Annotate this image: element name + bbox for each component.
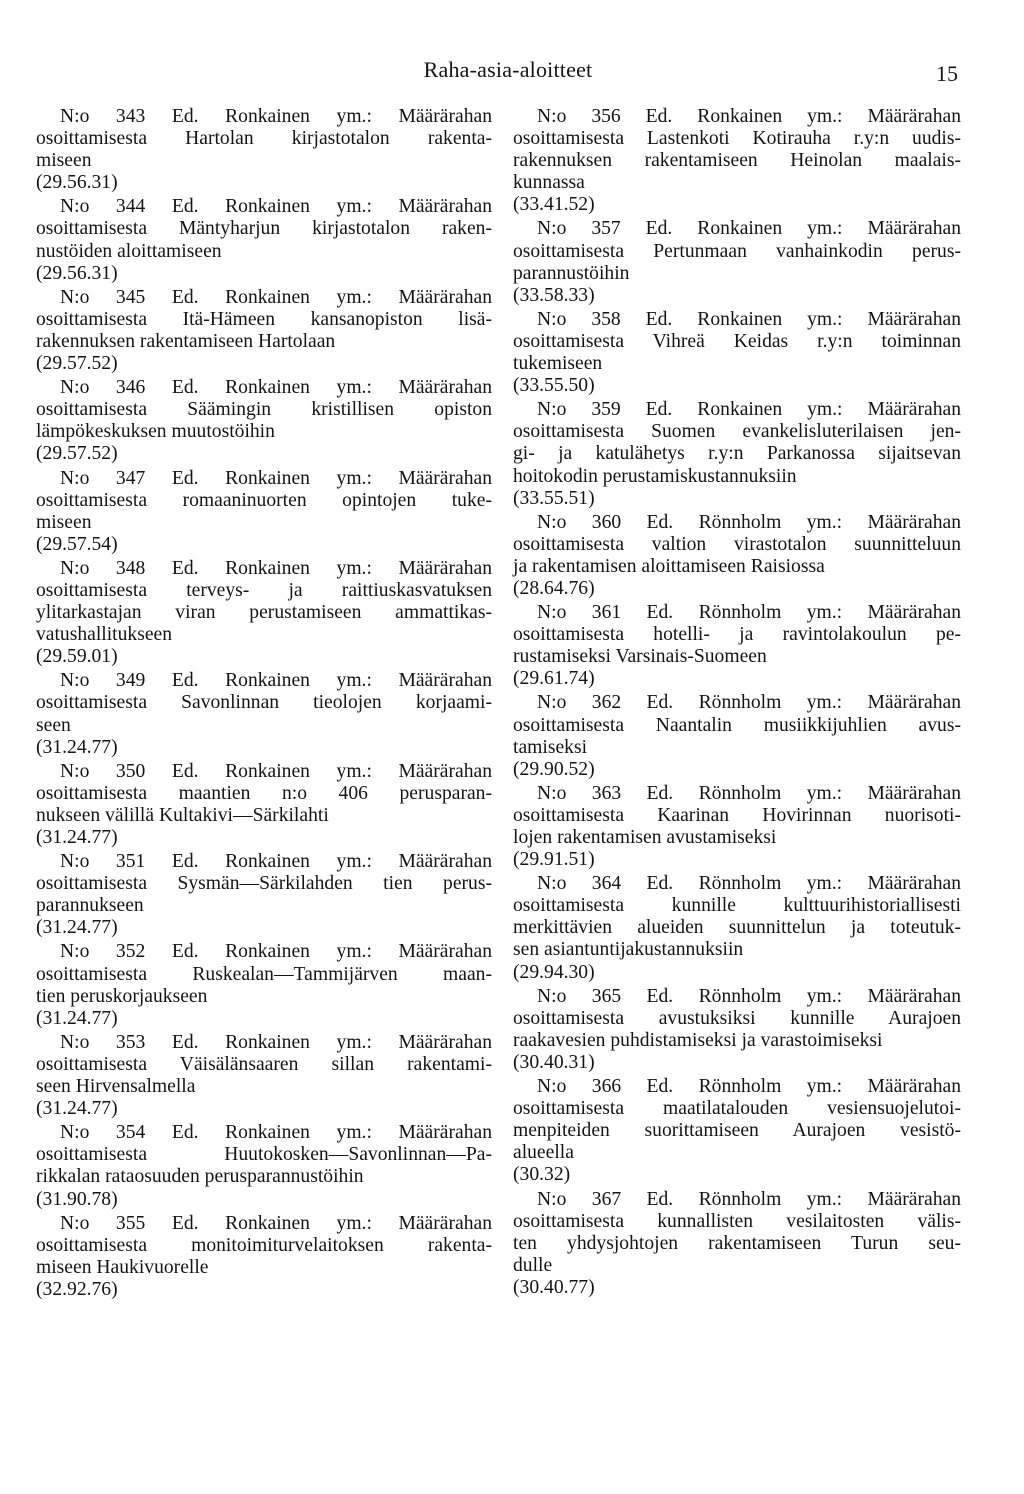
motion-text-line: seen Hirvensalmella (36, 1076, 196, 1098)
budget-code: (29.57.52) (36, 443, 118, 465)
motion-text-line: osoittamisesta Savonlinnan tieolojen korjaami- (36, 692, 492, 714)
motion-entry (513, 1189, 961, 1299)
budget-code: (30.40.77) (513, 1276, 595, 1298)
left-column (36, 106, 492, 1303)
budget-code: (28.64.76) (513, 577, 595, 599)
motion-text-line: lämpökeskuksen muutostöihin (36, 421, 275, 443)
motion-entry (513, 218, 961, 306)
motion-heading-line: N:o 345 Ed. Ronkainen ym.: Määrärahan (60, 286, 492, 308)
motion-text-line: merkittävien alueiden suunnittelun ja toteutuk- (513, 917, 961, 939)
motion-entry (36, 1122, 492, 1210)
motion-text-line: raakavesien puhdistamiseksi ja varastoimiseksi (513, 1029, 883, 1051)
motion-heading-line: N:o 354 Ed. Ronkainen ym.: Määrärahan (60, 1122, 492, 1144)
motion-heading-line: N:o 366 Ed. Rönnholm ym.: Määrärahan (537, 1076, 961, 1098)
budget-code: (31.24.77) (36, 1098, 118, 1120)
budget-code: (29.90.52) (513, 758, 595, 780)
motion-heading-line: N:o 344 Ed. Ronkainen ym.: Määrärahan (60, 196, 492, 218)
motion-heading-line: N:o 343 Ed. Ronkainen ym.: Määrärahan (60, 106, 492, 127)
motion-text-line: osoittamisesta monitoimiturvelaitoksen rakenta- (36, 1234, 492, 1256)
motion-heading-line: N:o 360 Ed. Rönnholm ym.: Määrärahan (537, 511, 961, 533)
budget-code: (33.55.50) (513, 375, 595, 397)
motion-heading-line: N:o 367 Ed. Rönnholm ym.: Määrärahan (537, 1188, 961, 1210)
motion-text (36, 761, 492, 827)
budget-code: (29.94.30) (513, 961, 595, 983)
motion-text-line: tamiseksi (513, 736, 588, 758)
motion-entry (513, 873, 961, 983)
budget-code: (32.92.76) (36, 1278, 118, 1300)
motion-text-line: osoittamisesta Kaarinan Hovirinnan nuorisoti- (513, 804, 961, 826)
right-column (513, 106, 961, 1301)
motion-text-line: osoittamisesta kunnille kulttuurihistoriallisesti (513, 895, 961, 917)
motion-text (36, 377, 492, 443)
budget-code: (29.91.51) (513, 849, 595, 871)
motion-heading-line: N:o 355 Ed. Ronkainen ym.: Määrärahan (60, 1212, 492, 1234)
budget-code: (29.57.54) (36, 533, 118, 555)
budget-code: (31.24.77) (36, 917, 118, 939)
motion-text-line: gi- ja katulähetys r.y:n Parkanossa sijaitsevan (513, 443, 961, 465)
motion-heading-line: N:o 361 Ed. Rönnholm ym.: Määrärahan (537, 602, 961, 624)
budget-code: (31.24.77) (36, 1007, 118, 1029)
motion-heading-line: N:o 351 Ed. Ronkainen ym.: Määrärahan (60, 851, 492, 873)
motion-text (36, 287, 492, 353)
budget-code: (29.56.31) (36, 172, 118, 194)
motion-text-line: osoittamisesta Mäntyharjun kirjastotalon raken- (36, 218, 492, 240)
motion-text-line: osoittamisesta terveys- ja raittiuskasvatuksen (36, 579, 492, 601)
motion-text (513, 106, 961, 194)
motion-text-line: sen asiantuntijakustannuksiin (513, 939, 744, 961)
motion-text-line: osoittamisesta Vihreä Keidas r.y:n toiminnan (513, 330, 961, 352)
motion-text-line: osoittamisesta valtion virastotalon suunnitteluun (513, 533, 961, 555)
motion-text-line: vatushallitukseen (36, 624, 173, 646)
motion-entry (513, 783, 961, 871)
motion-text-line: rakennuksen rakentamiseen Heinolan maalais- (513, 150, 961, 172)
motion-text-line: parannustöihin (513, 262, 630, 284)
motion-entry (513, 399, 961, 509)
motion-text-line: miseen (36, 511, 92, 533)
motion-heading-line: N:o 363 Ed. Rönnholm ym.: Määrärahan (537, 782, 961, 804)
motion-text-line: osoittamisesta Suomen evankelisluterilaisen jen- (513, 421, 961, 443)
budget-code: (31.24.77) (36, 736, 118, 758)
motion-heading-line: N:o 346 Ed. Ronkainen ym.: Määrärahan (60, 377, 492, 399)
motion-entry (36, 196, 492, 284)
motion-heading-line: N:o 353 Ed. Ronkainen ym.: Määrärahan (60, 1031, 492, 1053)
motion-text-line: osoittamisesta Itä-Hämeen kansanopiston lisä- (36, 308, 492, 330)
motion-text-line: osoittamisesta Sysmän—Särkilahden tien perus- (36, 873, 492, 895)
motion-text-line: alueella (513, 1142, 574, 1164)
motion-text-line: osoittamisesta kunnallisten vesilaitosten välis- (513, 1210, 961, 1232)
motion-entry (36, 468, 492, 556)
motion-text (36, 558, 492, 646)
motion-text-line: ylitarkastajan viran perustamiseen ammattikas- (36, 602, 492, 624)
motion-text-line: lojen rakentamisen avustamiseksi (513, 827, 777, 848)
motion-text-line: tien peruskorjaukseen (36, 985, 208, 1007)
motion-text-line: hoitokodin perustamiskustannuksiin (513, 465, 797, 487)
motion-text-line: menpiteiden suorittamiseen Aurajoen vesistö- (513, 1120, 961, 1142)
motion-entry (513, 512, 961, 600)
motion-entry (513, 602, 961, 690)
budget-code: (29.56.31) (36, 262, 118, 284)
motion-text-line: osoittamisesta Väisälänsaaren sillan rakentami- (36, 1053, 492, 1075)
motion-text-line: osoittamisesta Ruskealan—Tammijärven maan- (36, 963, 492, 985)
motion-heading-line: N:o 352 Ed. Ronkainen ym.: Määrärahan (60, 941, 492, 963)
motion-text-line: osoittamisesta Säämingin kristillisen opiston (36, 399, 492, 421)
motion-text (513, 399, 961, 487)
motion-text (36, 851, 492, 917)
motion-entry (36, 670, 492, 758)
budget-code: (33.41.52) (513, 194, 595, 216)
motion-text (513, 1189, 961, 1277)
motion-heading-line: N:o 356 Ed. Ronkainen ym.: Määrärahan (537, 106, 961, 127)
motion-entry (36, 106, 492, 194)
motion-text-line: seen (36, 714, 71, 736)
motion-entry (36, 941, 492, 1029)
motion-entry (36, 287, 492, 375)
motion-text (36, 196, 492, 262)
page-number: 15 (936, 61, 958, 86)
motion-entry (513, 986, 961, 1074)
motion-text-line: miseen Haukivuorelle (36, 1256, 209, 1278)
motion-entry (36, 558, 492, 668)
budget-code: (33.58.33) (513, 284, 595, 306)
motion-text (513, 512, 961, 578)
motion-entry (513, 309, 961, 397)
motion-text-line: osoittamisesta maatilatalouden vesiensuojelutoi- (513, 1098, 961, 1120)
motion-text (513, 783, 961, 849)
motion-text-line: osoittamisesta maantien n:o 406 perusparan- (36, 782, 492, 804)
motion-text-line: osoittamisesta romaaninuorten opintojen tuke- (36, 489, 492, 511)
motion-text-line: osoittamisesta Huutokosken—Savonlinnan—Pa- (36, 1144, 492, 1166)
budget-code: (30.32) (513, 1164, 571, 1186)
motion-text (513, 309, 961, 375)
motion-text-line: nukseen välillä Kultakivi—Särkilahti (36, 804, 329, 826)
budget-code: (31.24.77) (36, 827, 118, 848)
budget-code: (33.55.51) (513, 487, 595, 509)
motion-text-line: dulle (513, 1254, 553, 1276)
motion-text-line: ja rakentamisen aloittamiseen Raisiossa (513, 555, 825, 577)
motion-text (513, 873, 961, 961)
budget-code: (30.40.31) (513, 1051, 595, 1073)
budget-code: (31.90.78) (36, 1188, 118, 1210)
motion-text-line: kunnassa (513, 172, 585, 194)
motion-entry (513, 106, 961, 216)
motion-heading-line: N:o 364 Ed. Rönnholm ym.: Määrärahan (537, 873, 961, 895)
motion-text-line: rustamiseksi Varsinais-Suomeen (513, 646, 767, 668)
motion-text (513, 1076, 961, 1164)
motion-text-line: parannukseen (36, 895, 144, 917)
motion-text (513, 692, 961, 758)
budget-code: (29.61.74) (513, 668, 595, 690)
motion-text (36, 468, 492, 534)
motion-heading-line: N:o 358 Ed. Ronkainen ym.: Määrärahan (537, 308, 961, 330)
budget-code: (29.59.01) (36, 646, 118, 668)
motion-text-line: osoittamisesta hotelli- ja ravintolakoulun pe- (513, 624, 961, 646)
motion-text-line: osoittamisesta Lastenkoti Kotirauha r.y:n uudis- (513, 128, 961, 150)
budget-code: (29.57.52) (36, 353, 118, 375)
motion-heading-line: N:o 357 Ed. Ronkainen ym.: Määrärahan (537, 218, 961, 240)
motion-heading-line: N:o 359 Ed. Ronkainen ym.: Määrärahan (537, 399, 961, 421)
motion-text-line: rikkalan rataosuuden perusparannustöihin (36, 1166, 364, 1188)
motion-text (36, 106, 492, 172)
motion-entry (36, 377, 492, 465)
motion-text (36, 941, 492, 1007)
motion-heading-line: N:o 350 Ed. Ronkainen ym.: Määrärahan (60, 760, 492, 782)
motion-text (513, 986, 961, 1052)
motion-text-line: osoittamisesta avustuksiksi kunnille Aurajoen (513, 1007, 961, 1029)
motion-entry (36, 851, 492, 939)
motion-heading-line: N:o 349 Ed. Ronkainen ym.: Määrärahan (60, 670, 492, 692)
motion-text (36, 1032, 492, 1098)
motion-text-line: rakennuksen rakentamiseen Hartolaan (36, 330, 336, 352)
motion-heading-line: N:o 362 Ed. Rönnholm ym.: Määrärahan (537, 692, 961, 714)
motion-entry (36, 1213, 492, 1301)
running-header-title: Raha-asia-aloitteet (423, 57, 593, 82)
motion-text (513, 602, 961, 668)
motion-text-line: tukemiseen (513, 353, 603, 375)
motion-text-line: osoittamisesta Naantalin musiikkijuhlien avus- (513, 714, 961, 736)
motion-entry (513, 1076, 961, 1186)
motion-entry (36, 761, 492, 849)
motion-heading-line: N:o 348 Ed. Ronkainen ym.: Määrärahan (60, 557, 492, 579)
motion-text-line: osoittamisesta Pertunmaan vanhainkodin perus- (513, 240, 961, 262)
motion-text-line: miseen (36, 150, 92, 172)
motion-text (36, 1213, 492, 1279)
motion-text (513, 218, 961, 284)
motion-text (36, 670, 492, 736)
motion-entry (513, 692, 961, 780)
motion-heading-line: N:o 365 Ed. Rönnholm ym.: Määrärahan (537, 985, 961, 1007)
motion-text-line: ten yhdysjohtojen rakentamiseen Turun seu- (513, 1232, 961, 1254)
motion-text-line: nustöiden aloittamiseen (36, 240, 222, 262)
motion-heading-line: N:o 347 Ed. Ronkainen ym.: Määrärahan (60, 467, 492, 489)
motion-entry (36, 1032, 492, 1120)
motion-text (36, 1122, 492, 1188)
motion-text-line: osoittamisesta Hartolan kirjastotalon rakenta- (36, 128, 492, 150)
